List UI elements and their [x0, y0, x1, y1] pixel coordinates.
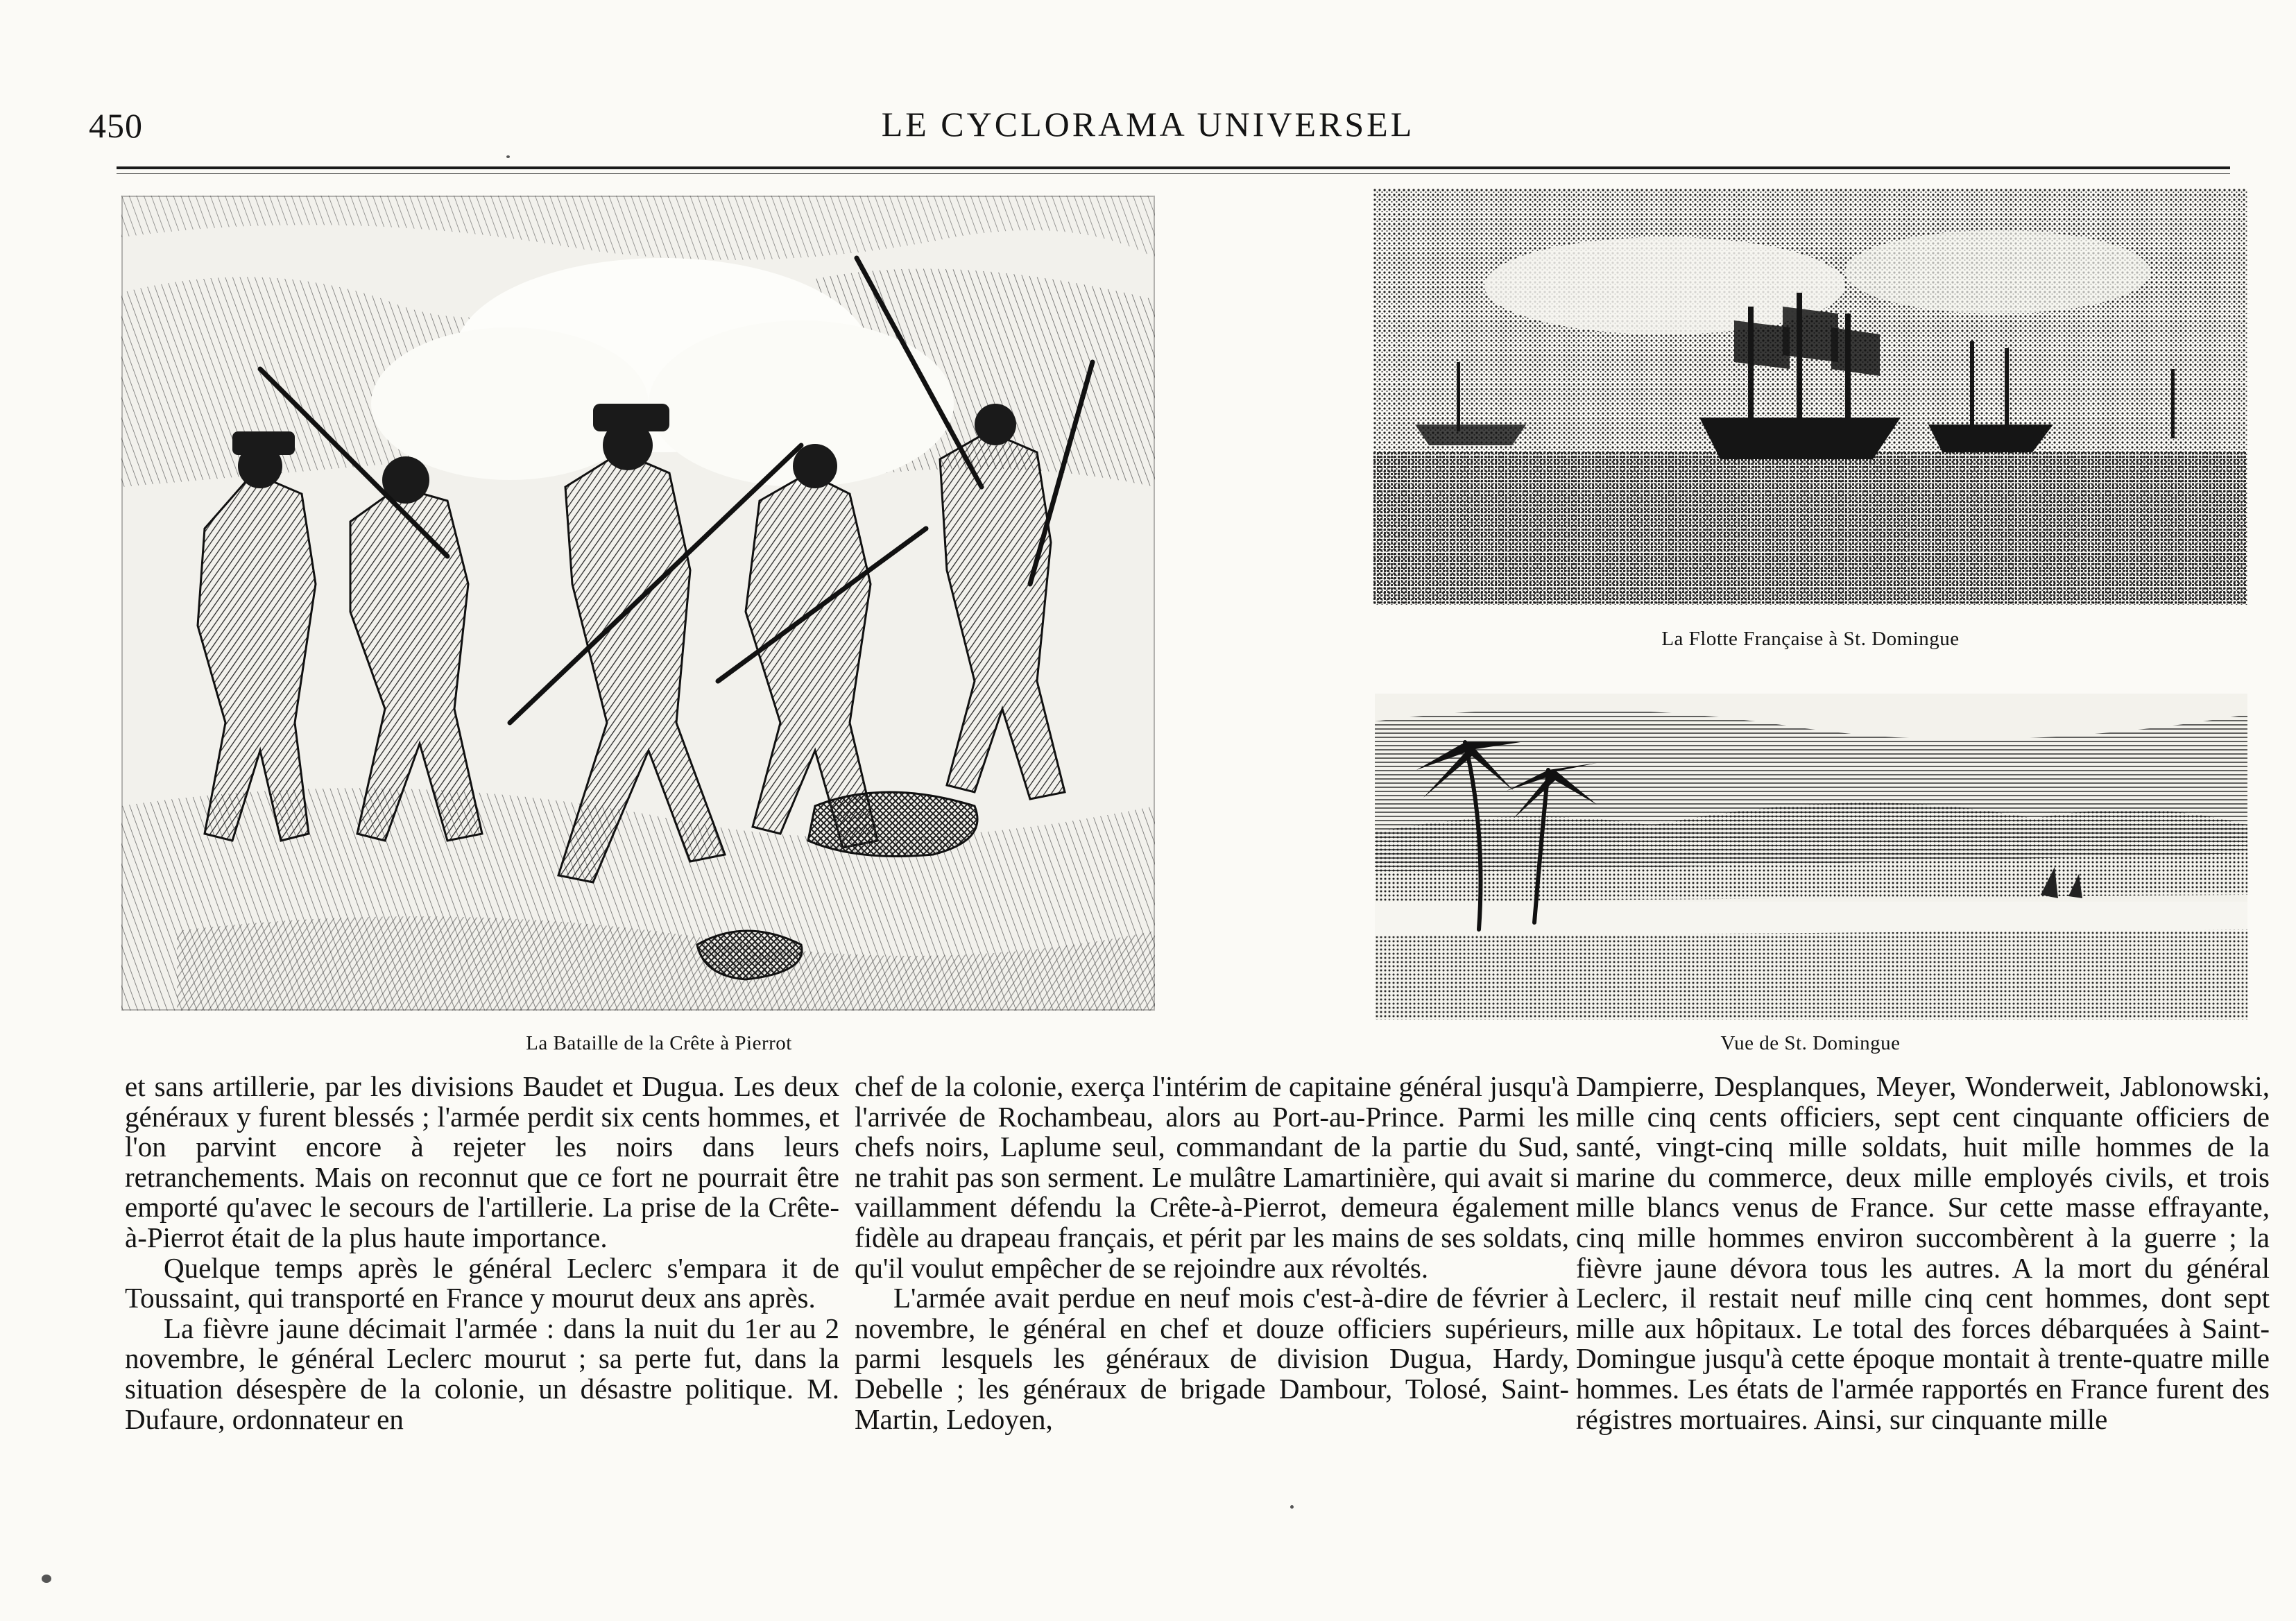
header-rule-thin	[117, 173, 2230, 174]
paragraph: et sans artillerie, par les divisions Baudet et Dugua. Les deux généraux y furent blessés ; l'armée perdit six cents hommes, et l'on parvint encore à rejeter les noirs dans leurs retranchements. Mais on reconnut que ce fort ne pourrait être emporté qu'avec le secours de l'artillerie. La prise de la Crête-à-Pierrot était de la plus haute importance.	[125, 1070, 839, 1253]
paragraph: L'armée avait perdue en neuf mois c'est-à-dire de février à novembre, le général en chef et douze officiers supérieurs, parmi lesquels les généraux de division Dugua, Hardy, Debelle ; les généraux de brigade Dambour, Tolosé, Saint-Martin, Ledoyen,	[855, 1282, 1569, 1435]
text-column-2	[855, 1072, 1569, 1434]
paragraph: Dampierre, Desplanques, Meyer, Wonderweit, Jablonowski, mille cinq cents officiers, sept cent cinquante officiers de santé, vingt-cinq mille soldats, huit mille hommes de la marine du commerce, deux mille employés civils, et trois mille blancs venus de France. Sur cette masse effrayante, cinq mille hommes environ succombèrent à la guerre ; la fièvre jaune dévora tous les autres. A la mort du général Leclerc, il restait neuf mille cinq cent hommes, dont sept mille aux hôpitaux. Le total des forces débarquées à Saint-Domingue jusqu'à cette époque montait à trente-quatre mille hommes. Les états de l'armée rapportés en France furent des régistres mortuaires. Ainsi, sur cinquante mille	[1576, 1070, 2270, 1435]
view-caption: Vue de St. Domingue	[1720, 1032, 1901, 1054]
page-number: 450	[89, 106, 143, 145]
paragraph: chef de la colonie, exerça l'intérim de capitaine général jusqu'à l'arrivée de Rochambeau, alors au Port-au-Prince. Parmi les chefs noirs, Laplume seul, commandant de la partie du Sud, ne trahit pas son serment. Le mulâtre Lamartinière, qui avait si vaillamment défendu la Crête-à-Pierrot, demeura également fidèle au drapeau français, et périt par les mains de ses soldats, qu'il voulut empêcher de se rejoindre aux révoltés.	[855, 1070, 1569, 1284]
battle-caption: La Bataille de la Crête à Pierrot	[526, 1032, 792, 1054]
print-speck	[42, 1575, 51, 1583]
paragraph: La fièvre jaune décimait l'armée : dans la nuit du 1er au 2 novembre, le général Leclerc mourut ; sa perte fut, dans la situation désespère de la colonie, un désastre politique. M. Dufaure, ordonnateur en	[125, 1312, 839, 1435]
battle-engraving	[121, 196, 1155, 1011]
paragraph: Quelque temps après le général Leclerc s'empara it de Toussaint, qui transporté en France y mourut deux ans après.	[125, 1251, 839, 1314]
fleet-engraving	[1373, 189, 2247, 605]
page-title: LE CYCLORAMA UNIVERSEL	[881, 105, 1415, 144]
fleet-caption: La Flotte Française à St. Domingue	[1661, 628, 1960, 650]
text-column-3	[1576, 1072, 2270, 1434]
text-column-1	[125, 1072, 839, 1434]
header-rule	[117, 166, 2230, 169]
print-speck	[1290, 1505, 1294, 1509]
print-speck	[506, 155, 510, 158]
view-engraving	[1375, 694, 2247, 1020]
